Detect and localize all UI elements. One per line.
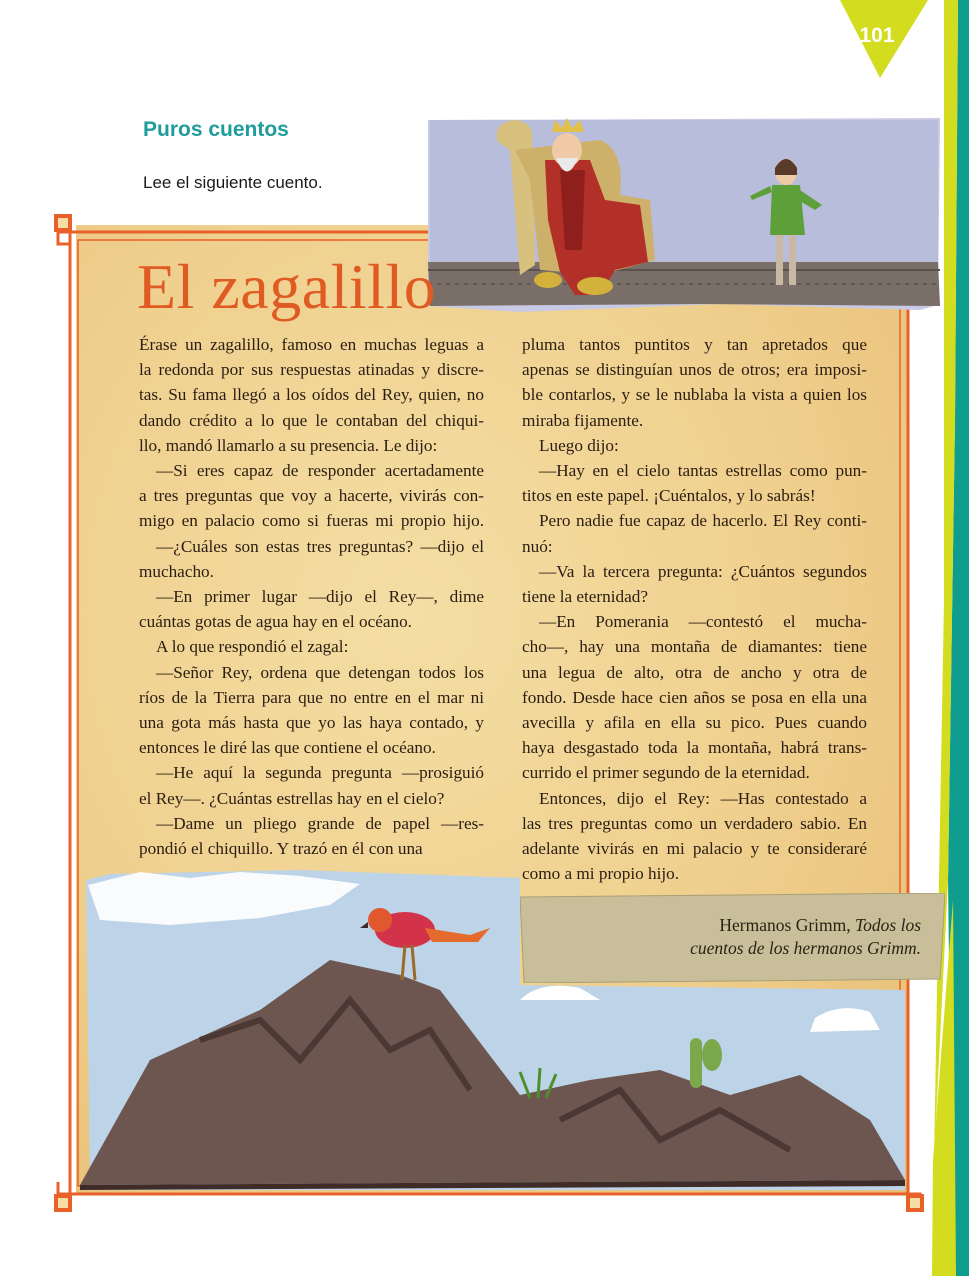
story-line: pluma tantos puntitos y tan apretados que bbox=[522, 335, 867, 354]
story-line: cho—, hay una montaña de diamantes: tiene bbox=[522, 637, 867, 657]
story-line: llo, mandó llamarlo a su presencia. Le dijo: bbox=[139, 435, 438, 455]
story-line: —Va la tercera pregunta: ¿Cuántos segundos bbox=[539, 561, 867, 581]
story-line: adelante vivirás en mi palacio y te consideraré bbox=[522, 839, 867, 859]
story-line: migo en palacio como si fueras mi propio hijo. bbox=[139, 511, 484, 531]
story-line: cuántas gotas de agua hay en el océano. bbox=[139, 612, 412, 632]
instruction-text: Lee el siguiente cuento. bbox=[143, 173, 323, 192]
story-line: —He aquí la segunda pregunta —prosiguió bbox=[156, 763, 484, 783]
story-column-right bbox=[522, 332, 867, 886]
story-line: tiene la eternidad? bbox=[522, 587, 648, 607]
story-line: tas. Su fama llegó a los oídos del Rey, quien, no bbox=[139, 385, 484, 405]
story-line: una legua de alto, otra de ancho y otra de bbox=[522, 662, 867, 682]
story-line: —Señor Rey, ordena que detengan todos los bbox=[156, 662, 484, 682]
story-line: —Dame un pliego grande de papel —res- bbox=[156, 813, 484, 833]
story-line: las tres preguntas como un verdadero sabio. En bbox=[522, 813, 867, 833]
section-title: Puros cuentos bbox=[143, 118, 289, 141]
story-line: pondió el chiquillo. Y trazó en él con una bbox=[139, 839, 423, 859]
story-line: Érase un zagalillo, famoso en muchas leguas a bbox=[139, 335, 484, 354]
story-line: A lo que respondió el zagal: bbox=[156, 637, 349, 657]
story-column-left bbox=[139, 332, 484, 861]
story-line: —¿Cuáles son estas tres preguntas? —dijo el bbox=[156, 536, 484, 556]
story-line: —Hay en el cielo tantas estrellas como pun- bbox=[539, 461, 867, 481]
king-and-boy-illustration bbox=[428, 118, 940, 312]
story-line: la redonda por sus respuestas atinadas y discre- bbox=[139, 360, 484, 380]
page-number: 101 bbox=[859, 24, 895, 47]
story-line: —En Pomerania —contestó el mucha- bbox=[539, 612, 867, 632]
story-line: a tres preguntas que voy a hacerte, vivirás con- bbox=[139, 486, 484, 506]
story-line: ríos de la Tierra para que no entre en el mar ni bbox=[139, 687, 484, 707]
story-title: El zagalillo bbox=[137, 251, 437, 322]
story-line: —Si eres capaz de responder acertadamente bbox=[156, 461, 484, 481]
story-line: ble contarlos, y se le nublaba la vista a quien los bbox=[522, 385, 867, 405]
story-line: el Rey—. ¿Cuántas estrellas hay en el cielo? bbox=[139, 788, 445, 808]
credit-authors: Hermanos Grimm, bbox=[719, 915, 851, 935]
story-line: una gota más hasta que yo las haya contado, y bbox=[139, 713, 484, 733]
credit-book-title-2: cuentos de los hermanos Grimm. bbox=[690, 938, 921, 958]
story-line: Pero nadie fue capaz de hacerlo. El Rey conti- bbox=[539, 511, 867, 531]
credit-book-title-1: Todos los bbox=[855, 915, 921, 935]
story-line: Entonces, dijo el Rey: —Has contestado a bbox=[539, 788, 867, 808]
source-credit bbox=[690, 914, 921, 960]
story-line: como a mi propio hijo. bbox=[522, 864, 680, 884]
story-line: Luego dijo: bbox=[539, 435, 619, 455]
story-line: fondo. Desde hace cien años se posa en ella una bbox=[522, 687, 867, 707]
story-line: entonces le diré las que contiene el océano. bbox=[139, 738, 436, 758]
story-line: apenas se distinguían unos de otros; era imposi- bbox=[522, 360, 867, 380]
story-line: titos en este papel. ¡Cuéntalos, y lo sabrás! bbox=[522, 486, 816, 506]
story-line: miraba fijamente. bbox=[522, 410, 644, 430]
story-line: avecilla y afila en ella su pico. Pues cuando bbox=[522, 713, 867, 733]
story-line: nuó: bbox=[522, 536, 553, 556]
story-line: currido el primer segundo de la eternidad. bbox=[522, 763, 810, 783]
story-line: haya desgastado toda la montaña, habrá trans- bbox=[522, 738, 867, 758]
story-line: dando crédito a lo que le contaban del chiqui- bbox=[139, 410, 484, 430]
story-line: —En primer lugar —dijo el Rey—, dime bbox=[156, 587, 484, 607]
story-line: muchacho. bbox=[139, 561, 214, 581]
